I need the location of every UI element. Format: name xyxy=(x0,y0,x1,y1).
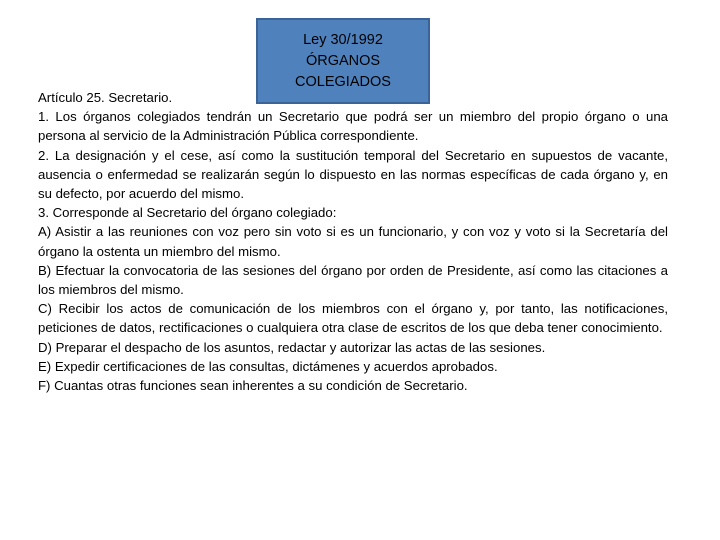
item-a: A) Asistir a las reuniones con voz pero sin voto si es un funcionario, y con voz y voto si la Secretaría del órgano la ostenta un miembro del mismo. xyxy=(38,224,668,259)
title-line-1: Ley 30/1992 xyxy=(303,31,383,48)
item-e: E) Expedir certificaciones de las consultas, dictámenes y acuerdos aprobados. xyxy=(38,358,498,374)
title-line-2: ÓRGANOS xyxy=(305,52,381,69)
item-f: F) Cuantas otras funciones sean inherentes a su condición de Secretario. xyxy=(38,378,468,394)
title-box xyxy=(256,18,430,104)
paragraph-1: 1. Los órganos colegiados tendrán un Secretario que podrá ser un miembro del propio órgano o una persona al servicio de la Administración Pública correspondiente. xyxy=(38,109,668,144)
paragraph-3: 3. Corresponde al Secretario del órgano colegiado: xyxy=(38,205,337,221)
article-heading: Artículo 25. Secretario. xyxy=(38,90,173,105)
item-d: D) Preparar el despacho de los asuntos, redactar y autorizar las actas de las sesiones. xyxy=(38,339,546,355)
item-c: C) Recibir los actos de comunicación de los miembros con el órgano y, por tanto, las notificaciones, peticiones de datos, rectificaciones o cualquiera otra clase de escritos de los que deba tener conocimiento. xyxy=(38,301,668,336)
article-text xyxy=(38,88,668,395)
title-line-3: COLEGIADOS xyxy=(295,73,391,90)
item-b: B) Efectuar la convocatoria de las sesiones del órgano por orden de Presidente, así como las citaciones a los miembros del mismo. xyxy=(38,262,668,298)
paragraph-2: 2. La designación y el cese, así como la sustitución temporal del Secretario en supuestos de vacante, ausencia o enfermedad se realizarán según lo dispuesto en las normas específicas de cada órgano y, en su defecto, por acuerdo del mismo. xyxy=(38,147,668,202)
